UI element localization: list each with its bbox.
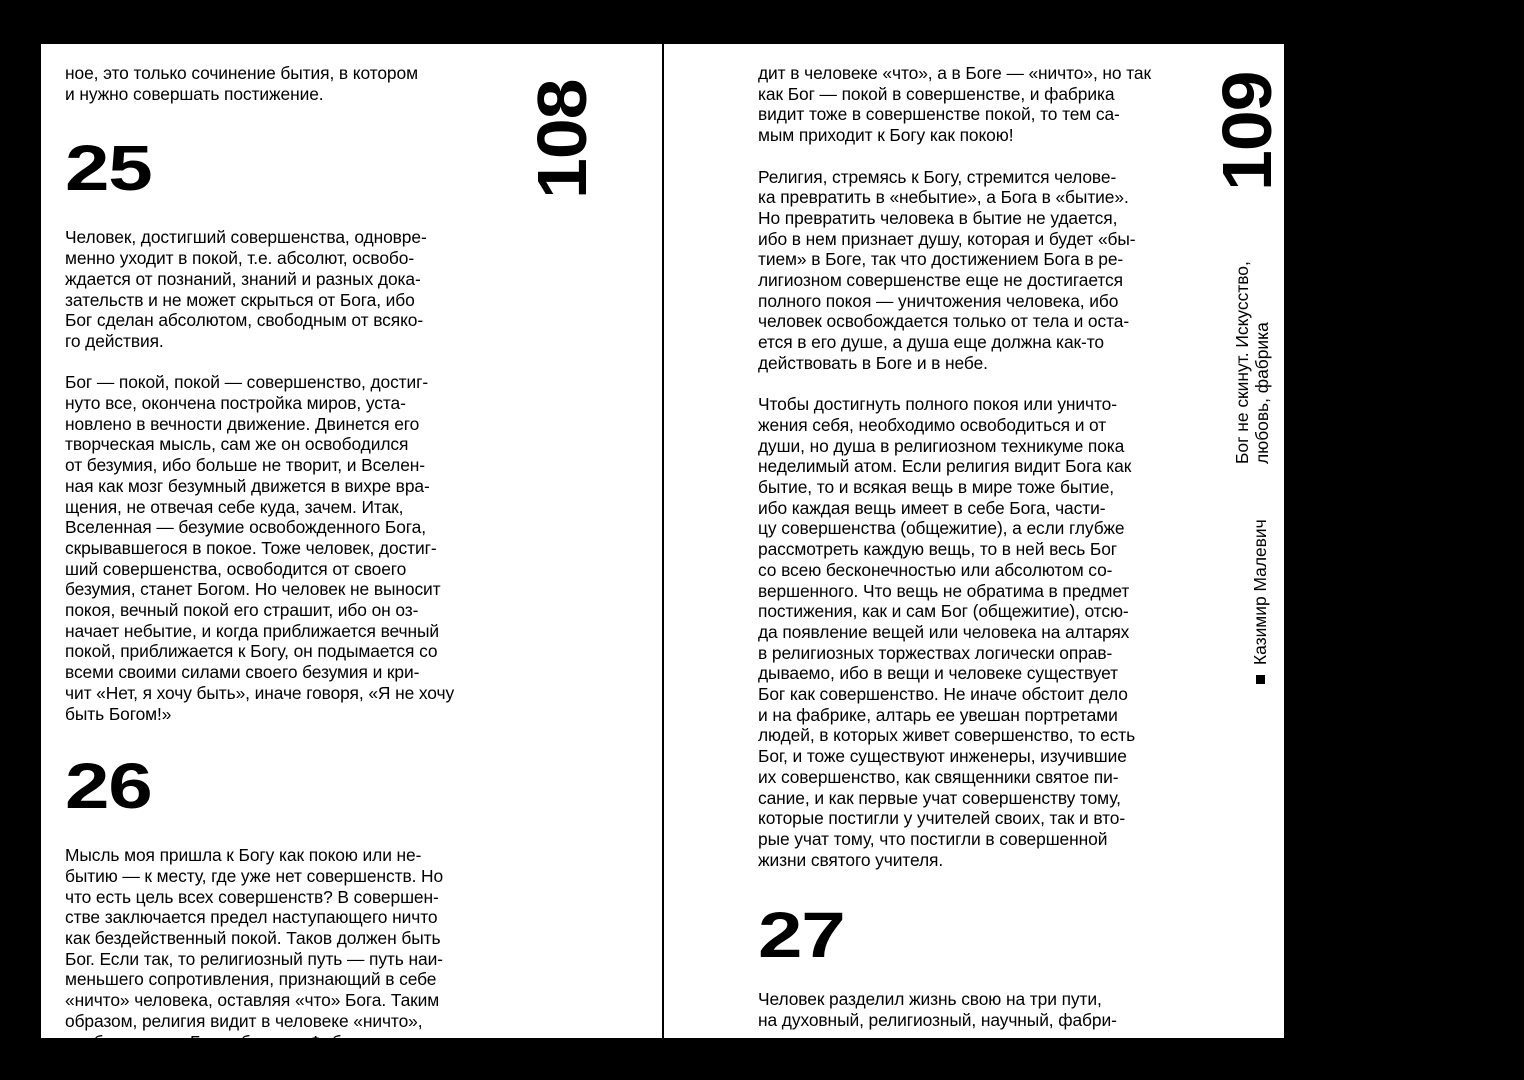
left-text-column [65,63,510,1052]
text-line: сание, и как первые учат совершенству тому, [758,787,1121,808]
text-line: го действия. [65,330,164,351]
text-line: всеми своими силами своего безумия и кри- [65,662,420,683]
text-line: ка превратить в «небытие», а Бога в «бытие». [758,187,1129,208]
text-line: и на фабрике, алтарь ее увешан портретами [758,704,1118,725]
text-line: что есть цель всех совершенств? В совершен- [65,886,439,907]
text-line: Бог, и тоже существуют инженеры, изучившие [758,746,1127,767]
text-line: видит тоже в совершенстве покой, то тем са- [758,104,1120,125]
text-line: стве заключается предел наступающего ничто [65,907,438,928]
text-line: дываемо, ибо в вещи и человеке существует [758,663,1119,684]
text-line: ется в его душе, а душа еще должна как-то [758,332,1104,353]
section-number-26: 26 [65,750,152,823]
text-line: дит в человеке «что», а в Боге — «ничто», но так [758,63,1151,83]
running-head-line: Бог не скинут. Искусство, [1232,261,1252,464]
paragraph [65,372,510,724]
text-line: которые постигли у учителей своих, так и вто- [758,808,1126,829]
text-line: ная как мозг безумный движется в вихре вра- [65,475,430,496]
text-line: скрывавшегося в покое. Тоже человек, достиг- [65,537,437,558]
text-line: жения себя, необходимо освободиться и от [758,414,1107,435]
text-line: Бог — покой, покой — совершенство, достиг- [65,372,429,393]
text-line: их совершенство, как священники святое пи- [758,766,1119,787]
text-line: ший совершенства, освободится от своего [65,558,407,579]
text-line: чит «Нет, я хочу быть», иначе говоря, «Я не хочу [65,682,455,703]
text-line: вершенного. Что вещь не обратима в предмет [758,580,1130,601]
text-line: рые учат тому, что постигли в совершенной [758,828,1108,849]
text-line: творческая мысль, сам же он освободился [65,434,409,455]
text-line: рассмотреть каждую вещь, то в ней весь Бог [758,539,1118,560]
running-head-author [1250,519,1270,684]
text-line: от безумия, ибо больше не творит, и Вселен- [65,455,425,476]
text-line: безумия, станет Богом. Но человек не выносит [65,579,441,600]
text-line: Мысль моя пришла к Богу как покою или не- [65,845,422,866]
text-line: жизни святого учителя. [758,849,944,870]
text-line: тием» в Боге, так что достижением Бога в ре- [758,249,1124,270]
text-line: со всею бесконечностью или абсолютом со- [758,559,1113,580]
right-page [664,44,1284,1038]
text-line: на духовный, религиозный, научный, фабри- [758,1010,1117,1031]
text-line: Человек, достигший совершенства, одновре- [65,227,427,248]
square-bullet-icon [1256,675,1265,684]
text-line: ждается от познаний, знаний и разных дока- [65,268,421,289]
text-line: меньшего сопротивления, признающий в себе [65,969,437,990]
running-head-title [1232,261,1272,464]
text-line: Религия, стремясь к Богу, стремится челове- [758,166,1117,187]
text-line: быть Богом!» [65,703,172,724]
text-line: щения, не отвечая себе куда, зачем. Итак, [65,496,404,517]
paragraph [758,394,1198,870]
text-line: Но превратить человека в бытие не удается, [758,207,1118,228]
text-line: полного покоя — уничтожения человека, ибо [758,290,1119,311]
text-line: Бог сделан абсолютом, свободным от всяко- [65,310,424,331]
text-line: «ничто» человека, оставляя «что» Бога. Таким [65,990,440,1011]
paragraph [758,989,1198,1030]
text-line: нуто все, окончена постройка миров, уста- [65,393,406,414]
section-number-25: 25 [65,132,152,205]
text-line: «небытие», а в Боге «бытие». Фабрика же ви- [65,1031,434,1052]
paragraph [758,167,1198,374]
text-line: Бог как совершенство. Не иначе обстоит дело [758,684,1128,705]
text-line: мым приходит к Богу как покою! [758,125,1014,146]
text-line: начает небытие, и когда приближается вечный [65,620,439,641]
text-line: человек освобождается только от тела и оста- [758,311,1130,332]
section-number-27: 27 [758,899,845,972]
text-line: действовать в Боге и в небе. [758,352,988,373]
text-line: лигиозном совершенстве еще не достигается [758,270,1123,291]
continuation-paragraph [65,63,510,104]
text-line: и нужно совершать постижение. [65,83,324,104]
text-line: постижения, как и сам Бог (общежитие), отсю- [758,601,1129,622]
text-line: Чтобы достигнуть полного покоя или уничто- [758,394,1117,415]
text-line: бытие, то и всякая вещь в мире тоже бытие, [758,477,1115,498]
text-line: людей, в которых живет совершенство, то есть [758,725,1136,746]
text-line: Человек разделил жизнь свою на три пути, [758,989,1102,1010]
text-line: души, но душа в религиозном техникуме пока [758,435,1125,456]
text-line: как бездейственный покой. Таков должен быть [65,928,441,949]
page-number-right: 109 [1208,71,1286,191]
paragraph [65,845,510,1052]
text-line: Бог. Если так, то религиозный путь — путь наи- [65,948,443,969]
text-line: ибо каждая вещь имеет в себе Бога, части- [758,497,1106,518]
paragraph [758,63,1198,146]
text-line: образом, религия видит в человеке «ничто», [65,1010,423,1031]
text-line: в религиозных торжествах логически оправ- [758,642,1113,663]
right-text-column [758,63,1198,1031]
paragraph [65,227,510,351]
left-page [41,44,662,1052]
text-line: как Бог — покой в совершенстве, и фабрика [758,83,1115,104]
text-line: покоя, вечный покой его страшит, ибо он оз- [65,600,419,621]
text-line: ное, это только сочинение бытия, в котором [65,63,418,83]
text-line: бытию — к месту, где уже нет совершенств. Но [65,865,444,886]
text-line: менно уходит в покой, т.е. абсолют, освобо- [65,248,415,269]
text-line: покой, приближается к Богу, он подымается со [65,641,438,662]
text-line: зательств и не может скрыться от Бога, ибо [65,289,415,310]
running-head-line: любовь, фабрика [1252,322,1272,464]
text-line: цу совершенства (общежитие), а если глубже [758,518,1125,539]
text-line: Вселенная — безумие освобожденного Бога, [65,517,426,538]
text-line: да появление вещей или человека на алтарях [758,621,1130,642]
text-line: ибо в нем признает душу, которая и будет «бы- [758,228,1136,249]
text-line: новлено в вечности движение. Двинется его [65,413,420,434]
page-number-left: 108 [523,79,601,199]
author-name: Казимир Малевич [1250,519,1270,665]
text-line: неделимый атом. Если религия видит Бога как [758,456,1132,477]
